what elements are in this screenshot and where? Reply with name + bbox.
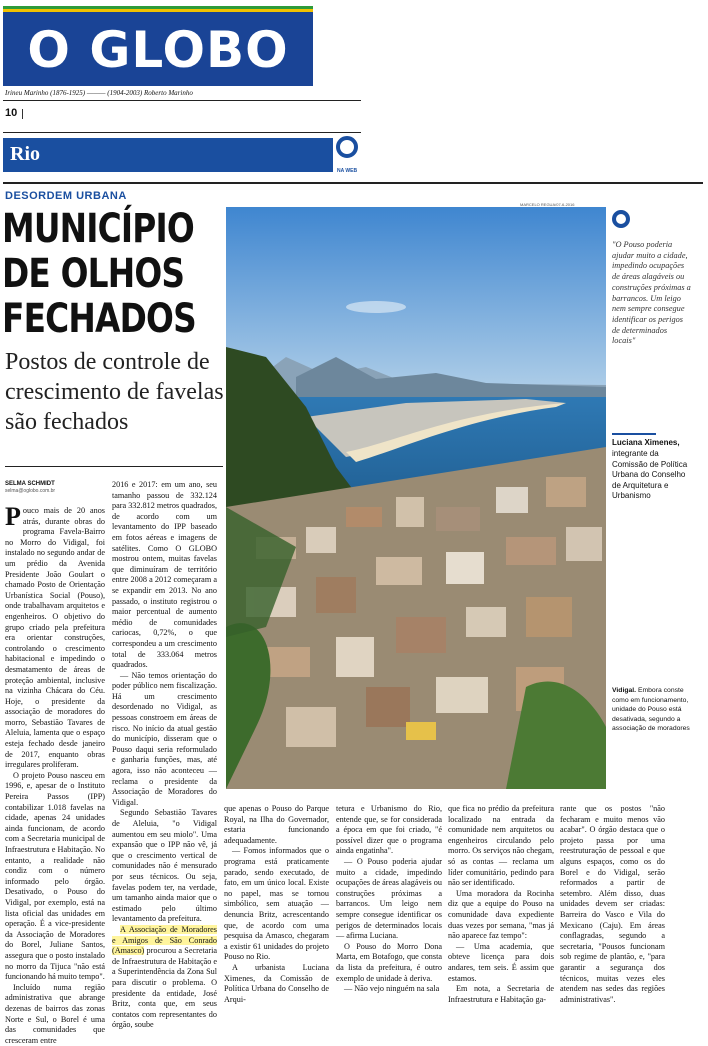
page-number-divider — [22, 109, 23, 119]
masthead-rule — [3, 100, 361, 101]
vidigal-photo — [226, 207, 606, 789]
col4-paragraph-1: tetura e Urbanismo do Rio, entende que, se for considerada a época em que foi criado, "é possível dizer que o programa ainda engatinha". — [336, 804, 442, 856]
col1-paragraph-2: O projeto Pouso nasceu em 1996, e, apesar de o Instituto Pereira Passos (IPP) contabilizar 1.018 favelas na cidade, apenas 24 unidades ainda funcionam, de acordo com a Secretaria municipal de Infraestrutura e Habitação. No entanto, a realidade não condiz com o número informado pelo órgão. Desativado, o Pouso do Vidigal, por exemplo, está na lista oficial das unidades em operação. É a vice-presidente da Associação de Moradores do Borel, Juliane Santos, assegura que o posto instalado no morro da Tijuca "não está funcionando há muito tempo". — [5, 770, 105, 982]
col2-paragraph-1: 2016 e 2017: em um ano, seu tamanho passou de 332.124 para 332.812 metros quadrados, de acordo com um levantamento do IPP baseado em fotos aéreas e imagens de satélites. Como O GLOBO mostrou ontem, muitas favelas que diminuíram de território entre 2008 a 2012 começaram a se expandir em 2013. No ano passado, o instituto registrou o maior percentual de aumento médio de comunidades cariocas, 0,72%, o que correspondeu a um crescimento total de 333.064 metros quadrados. — [112, 480, 217, 670]
headline-line-1: MUNICÍPIO — [2, 206, 194, 252]
body-column-6 — [560, 804, 665, 1005]
kicker: DESORDEM URBANA — [5, 190, 127, 202]
headline-line-3: FECHADOS — [2, 296, 196, 342]
o-globo-logo — [3, 6, 313, 86]
vidigal-landscape-illustration — [226, 207, 606, 789]
headline — [2, 206, 196, 342]
col5-paragraph-3: — Uma academia, que obteve licença para dois andares, tem seis. É assim que estamos. — [448, 941, 554, 983]
byline: SELMA SCHMIDT — [5, 481, 55, 487]
col3-paragraph-2: — Fomos informados que o programa está praticamente parado, sendo executado, de fato, em um único local. Existe no papel, mas se tornou simbólico, sem atuação — denuncia Britz, acrescentando que, de acordo com uma pesquisa da Amasco, chegaram a existir 61 unidades do projeto Pouso no Rio. — [224, 846, 329, 962]
na-web-label: NA WEB — [337, 168, 358, 174]
col4-paragraph-2: — O Pouso poderia ajudar muito a cidade, impedindo ocupações de áreas alagáveis ou construções próximas a barrancos. Um leigo nem sempre consegue identificar os perigos de determinados locais — afirma Luciana. — [336, 856, 442, 941]
col5-paragraph-4: Em nota, a Secretaria de Infraestrutura e Habitação ga- — [448, 984, 554, 1004]
section-rule — [3, 132, 361, 133]
body-column-4 — [336, 804, 442, 995]
pull-quote: "O Pouso poderia ajudar muito a cidade, impedindo ocupações de áreas alagáveis ou construções próximas a barrancos. Um leigo nem sempre consegue identificar os perigos de determinados locais" — [612, 240, 691, 346]
col5-paragraph-2: Uma moradora da Rocinha diz que a equipe do Pouso na comunidade dava expediente duas vezes por semana, "mas já não aparece faz tempo": — [448, 888, 554, 941]
body-column-2 — [112, 480, 217, 1031]
col1-paragraph-1 — [5, 502, 105, 771]
drop-cap: P — [5, 502, 21, 531]
logo-text: O GLOBO — [27, 21, 289, 79]
quote-role: integrante da Comissão de Política Urbana do Conselho de Arquitetura e Urbanismo — [612, 449, 688, 500]
col6-paragraph-1: rante que os postos "não fecharam e muito menos vão acabar". O órgão destaca que o projeto passa por uma reestruturação de pessoal e que alguns espaços, como os do Borel e do Vidigal, serão reformados a partir de setembro. Além disso, duas unidades devem ser criadas: Barreira do Vasco e Vila do Mexicano (Caju). Em áreas conflagradas, segundo a secretaria, "Pousos funcionam sob regime de plantão, e, "para garantir a segurança dos técnicos, muitas vezes eles atendem nas sedes das regiões administrativas". — [560, 804, 665, 1004]
col3-paragraph-1: que apenas o Pouso do Parque Royal, na Ilha do Governador, estaria funcionando adequadamente. — [224, 804, 329, 845]
section-label: Rio — [10, 143, 40, 165]
col2-text-4: procurou a Secretaria de Infraestrutura de Habitação e a Superintendência da Zona Sul para discutir o problema. O presidente da entidade, José Britz, conta que, em seus contatos com representantes do órgão, soube — [112, 946, 218, 1030]
photo-credit: MARCELO REGUA/07-6-2016 — [520, 202, 575, 207]
body-column-3 — [224, 804, 329, 1005]
col1-text-1: ouco mais de 20 anos atrás, durante obras do programa Favela-Bairro no Morro do Vidigal, foi instalado no segundo andar de um prédio da Avenida Presidente João Goulart o chamado Posto de Orientação Urbanística Social (Pouso), onde trabalhavam arquitetos e engenheiros. O objetivo do grupo criado pela prefeitura era orientar construções, controlando o crescimento habitacional e impedindo o desmatamento de áreas de proteção ambiental, inclusive na vizinha Chácara do Céu. Hoje, o presidente da associação de moradores do morro, Sebastião Tavares de Aleluia, lamenta que o espaço esteja fechado desde janeiro de 2017, enquanto obras irregulares proliferam. — [5, 506, 105, 770]
col4-paragraph-4: — Não vejo ninguém na sala — [344, 984, 440, 994]
headline-line-2: DE OLHOS — [2, 251, 185, 297]
founders-line: Irineu Marinho (1876-1925) ——— (1904-2003) Roberto Marinho — [5, 89, 193, 97]
na-web-o-icon — [336, 136, 358, 158]
section-bar — [3, 138, 333, 172]
quote-name: Luciana Ximenes, — [612, 438, 680, 447]
quote-o-icon — [612, 210, 630, 228]
byline-email: selma@oglobo.com.br — [5, 488, 56, 494]
col2-paragraph-3: Segundo Sebastião Tavares de Aleluia, "o Vidigal aumentou em seu miolo". Uma expansão que o IPP não vê, já que o crescimento vertical de comunidades não é mensurado por seus técnicos. Ou seja, favelas podem ter, na verdade, um tamanho ainda maior que o estimado pelo último levantamento da prefeitura. — [112, 808, 217, 924]
body-column-1 — [5, 502, 105, 1046]
logo-stripe-yellow — [3, 9, 313, 12]
col2-paragraph-2: — Não temos orientação do poder público nem fiscalização. Há um crescimento desordenado no Vidigal, as pessoas constroem em áreas de risco. No início da atual gestão do município, disseram que o Pouso daqui seria reformulado e ganharia funções, mas, até agora, isso não aconteceu — reclama o presidente da Associação de Moradores do Vidigal. — [112, 670, 217, 807]
col2-paragraph-4 — [112, 925, 217, 1031]
article-top-rule — [3, 182, 703, 184]
byline-rule — [5, 466, 223, 467]
highlighted-text: A Associação de Moradores e Amigos de São Conrado (Amasco) — [112, 924, 217, 956]
body-column-5 — [448, 804, 554, 1005]
quote-rule — [612, 433, 656, 435]
col3-paragraph-3: A urbanista Luciana Ximenes, da Comissão de Política Urbana do Conselho de Arqui- — [224, 962, 329, 1004]
col4-paragraph-3: O Pouso do Morro Dona Marta, em Botafogo, que consta da lista da prefeitura, é outro exemplo de unidade à deriva. — [336, 941, 442, 983]
subhead: Postos de controle de crescimento de favelas são fechados — [5, 349, 224, 435]
page-number: 10 — [5, 107, 18, 119]
caption-text: Embora conste como em funcionamento, unidade do Pouso está desativada, segundo a associação de moradores — [612, 687, 690, 732]
photo-caption — [612, 686, 696, 734]
caption-lead: Vidigal. — [612, 687, 637, 694]
col5-paragraph-1: que fica no prédio da prefeitura localizado na entrada da comunidade nem arquitetos ou engenheiros circulando pelo morro. Os serviços não chegam, só as contas — reclama um líder comunitário, pedindo para não ser identificado. — [448, 804, 554, 888]
col1-paragraph-3: Incluído numa região administrativa que abrange dezenas de bairros das zonas Norte e Sul, o Borel é uma das comunidades que cresceram entre — [5, 982, 105, 1045]
